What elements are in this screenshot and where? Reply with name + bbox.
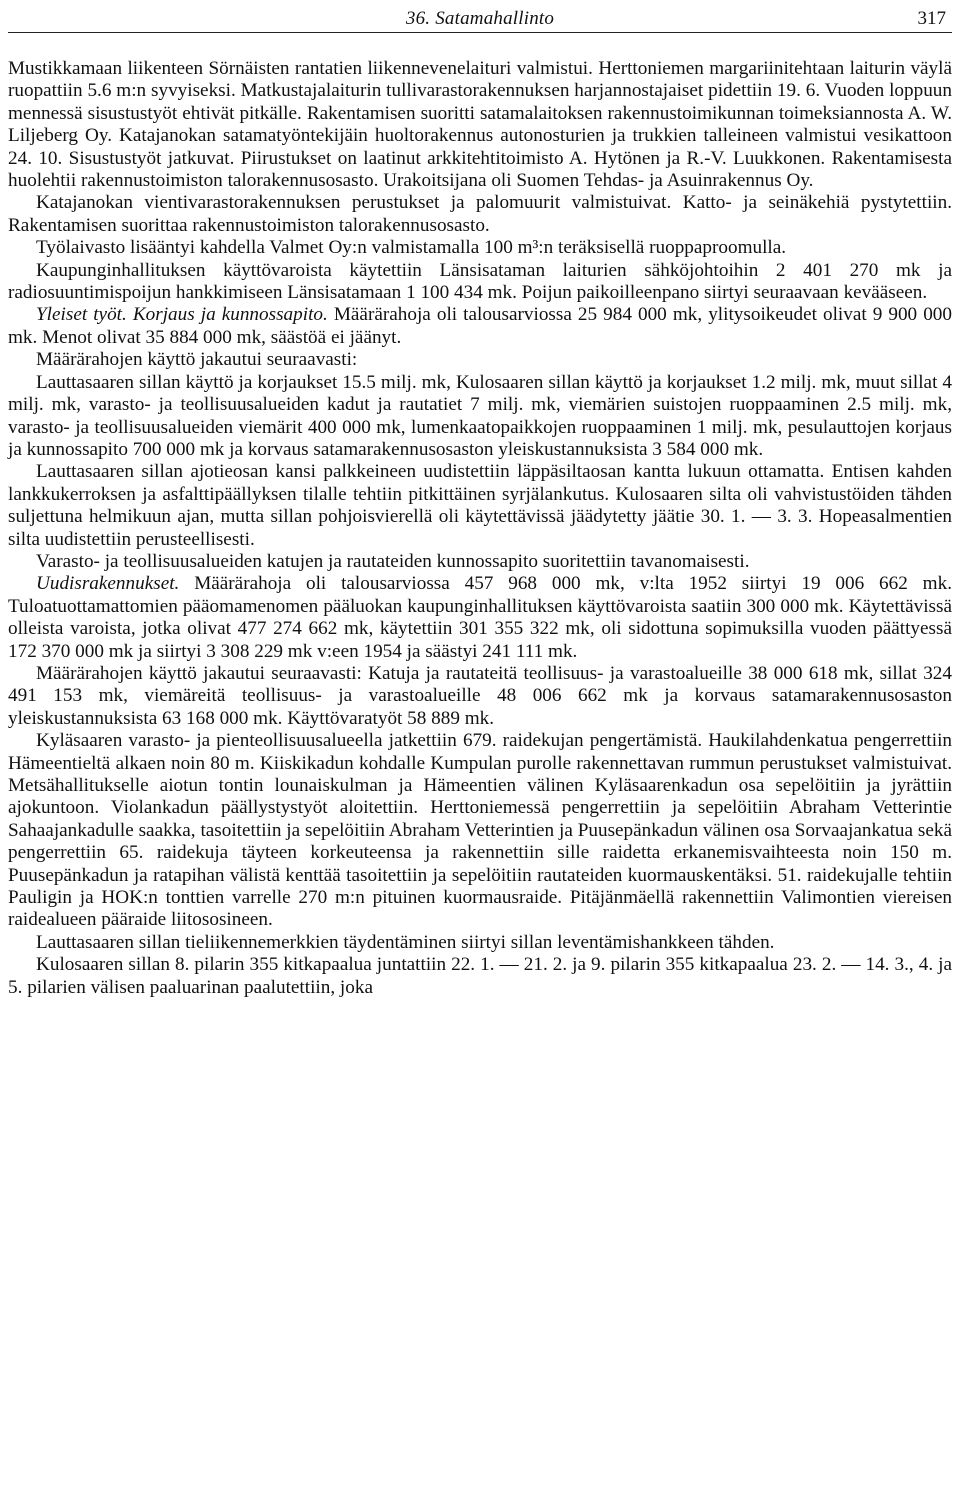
paragraph-text: Määrärahoja oli talousarviossa 457 968 000 mk, v:lta 1952 siirtyi 19 006 662 mk. Tuloatuottamattomien pääomamenomen pääluokan kaupunginhallituksen käyttövaroista saatiin 300 000 mk. Käytettävissä olleista varoista, jotka olivat 477 274 662 mk, käytettiin 301 355 322 mk, oli sidottuna sopimuksilla vuoden päättyessä 172 370 000 mk ja siirtyi 3 308 229 mk v:een 1954 ja säästyi 241 111 mk. [8,573,952,662]
page-number: 317 [917,8,946,29]
paragraph-kaupunginhallitus [8,260,952,305]
paragraph-text: Määrärahoja oli talousarviossa 25 984 000 mk, ylitysoikeudet olivat 9 900 000 mk. Menot olivat 35 884 000 mk, säästöä ei jäänyt. [8,304,952,348]
paragraph-text: Kulosaaren sillan 8. pilarin 355 kitkapaalua juntattiin 22. 1. — 21. 2. ja 9. pilarin 355 kitkapaalua 23. 2. — 14. 3., 4. ja 5. pilarien välisen paaluarinan paalutettiin, joka [8,954,952,998]
paragraph-tyolaivasto [8,237,952,259]
running-title: 36. Satamahallinto [405,8,555,29]
paragraph-kulosaari-pilarit [8,954,952,999]
paragraph-text: Varasto- ja teollisuusalueiden katujen ja rautateiden kunnossapito suoritettiin tavanomaisesti. [36,550,750,572]
page-body [8,58,952,999]
paragraph-uudisrakennukset [8,573,952,663]
paragraph-text: Työlaivasto lisääntyi kahdella Valmet Oy:n valmistamalla 100 m³:n teräksisellä ruoppaproomulla. [36,237,787,259]
paragraph-text: Kaupunginhallituksen käyttövaroista käytettiin Länsisataman laiturien sähköjohtoihin 2 401 270 mk ja radiosuuntimispoijun hankkimiseen Länsisatamaan 1 100 434 mk. Poijun paikoilleenpano siirtyi seuraavaan kevääseen. [8,259,952,304]
section-heading: Uudisrakennukset. [36,573,180,595]
paragraph-varasto-kadut [8,551,952,573]
paragraph-lauttasaari-ajotie [8,461,952,551]
paragraph-text: Mustikkamaan liikenteen Sörnäisten rantatien liikennevenelaituri valmistui. Herttoniemen margariinitehtaan laiturin väylä ruopattiin 5.6 m:n syvyiseksi. Matkustajalaiturin tullivarastorakennuksen harjannostajaiset pidettiin 19. 6. Vuoden loppuun mennessä sisustustyöt ehtivät pitkälle. Rakentamisen suoritti satamalaitoksen rakennustoimikunnan toimeksiannosta A. W. Liljeberg Oy. Katajanokan satamatyöntekijäin huoltorakennus autonosturien ja trukkien talleineen valmistui vesikattoon 24. 10. Sisustustyöt jatkuvat. Piirustukset on laatinut arkkitehtitoimisto A. Hytönen ja R.-V. Luukkonen. Rakentamisesta huolehtii rakennustoimiston talorakennusosasto. Urakoitsijana oli Suomen Tehdas- ja Asuinrakennus Oy. [8,58,952,192]
paragraph-maararahat-intro [8,349,952,371]
paragraph-yleiset-tyot [8,304,952,349]
paragraph-text: Katajanokan vientivarastorakennuksen perustukset ja palomuurit valmistuivat. Katto- ja seinäkehiä pystytettiin. Rakentamisen suorittaa rakennustoimiston talorakennusosasto. [8,192,952,236]
paragraph-text: Määrärahojen käyttö jakautui seuraavasti: Katuja ja rautateitä teollisuus- ja varastoalueille 38 000 618 mk, sillat 324 491 153 mk, viemäreitä teollisuus- ja varastoalueille 48 006 662 mk ja korvaus satamarakennusosaston yleiskustannuksista 63 168 000 mk. Käyttövaratyöt 58 889 mk. [8,662,952,729]
paragraph-text: Lauttasaaren sillan tieliikennemerkkien täydentäminen siirtyi sillan leventämishankkeen tähden. [36,931,775,953]
paragraph-tieliikennemerkit [8,932,952,954]
paragraph-text: Määrärahojen käyttö jakautui seuraavasti: [36,349,358,371]
running-header [8,8,952,33]
paragraph-text: Lauttasaaren sillan käyttö ja korjaukset 15.5 milj. mk, Kulosaaren sillan käyttö ja korjaukset 1.2 milj. mk, muut sillat 4 milj. mk, varasto- ja teollisuusalueiden kadut ja rautatiet 7 milj. mk, viemärien suistojen ruoppaaminen 2.5 milj. mk, varasto- ja teollisuusalueiden viemärit 400 000 mk, lumenkaatopaikkojen ruoppaaminen 1 milj. mk, pesulauttojen korjaus ja kunnossapito 700 000 mk ja korvaus satamarakennusosaston yleiskustannuksista 3 584 000 mk. [8,371,952,460]
paragraph-text: Lauttasaaren sillan ajotieosan kansi palkkeineen uudistettiin läppäsiltaosan kantta lukuun ottamatta. Entisen kahden lankkukerroksen ja asfalttipäällyksen tilalle tehtiin pitkittäinen syrjälankutus. Kulosaaren silta oli vahvistustöiden tähden suljettuna helmikuun ajan, mutta sillan pohjoisvierellä oli käytettävissä jäädytetty jäätie 30. 1. — 3. 3. Hopeasalmentien silta uudistettiin perusteellisesti. [8,461,952,550]
paragraph-kylasaari [8,730,952,932]
section-heading: Yleiset työt. Korjaus ja kunnossapito. [36,304,328,326]
paragraph-maararahat-jakautui [8,663,952,730]
paragraph-katajanokka-vientivarasto [8,192,952,237]
paragraph-lauttasaari-kaytto [8,372,952,462]
paragraph-mustikkamaa [8,58,952,192]
paragraph-text: Kyläsaaren varasto- ja pienteollisuusalueella jatkettiin 679. raidekujan pengertämistä. Haukilahdenkatua pengerrettiin Hämeentieltä alkaen noin 80 m. Kiiskikadun kohdalle Kumpulan purolle rakennettavan rummun perustukset valmistuivat. Metsähallitukselle aiotun tontin lounaiskulman ja Hämeentien välinen Kyläsaarenkadun osa sepelöitiin ja jyrättiin ajokuntoon. Violankadun päällystystyöt aloitettiin. Herttoniemessä pengerrettiin ja sepelöitiin Abraham Vetterintie Sahaajankadulle saakka, tasoitettiin ja sepelöitiin Abraham Vetterintien ja Puusepänkadun välinen osa Sorvaajankatua sekä pengerrettiin 65. raidekuja täyteen korkeuteensa ja rakennettiin sille raidetta erkanemisvaihteesta noin 150 m. Puusepänkadun ja ratapihan välistä kenttää tasoitettiin ja sepelöitiin rautateiden kuormauskentäksi. 51. raidekujalle tehtiin Pauligin ja HOK:n tonttien varrelle 270 m:n pituinen kuormausraide. Pitäjänmäellä rakennettiin Valimontien viereisen raidealueen pääraide liitososineen. [8,730,952,931]
